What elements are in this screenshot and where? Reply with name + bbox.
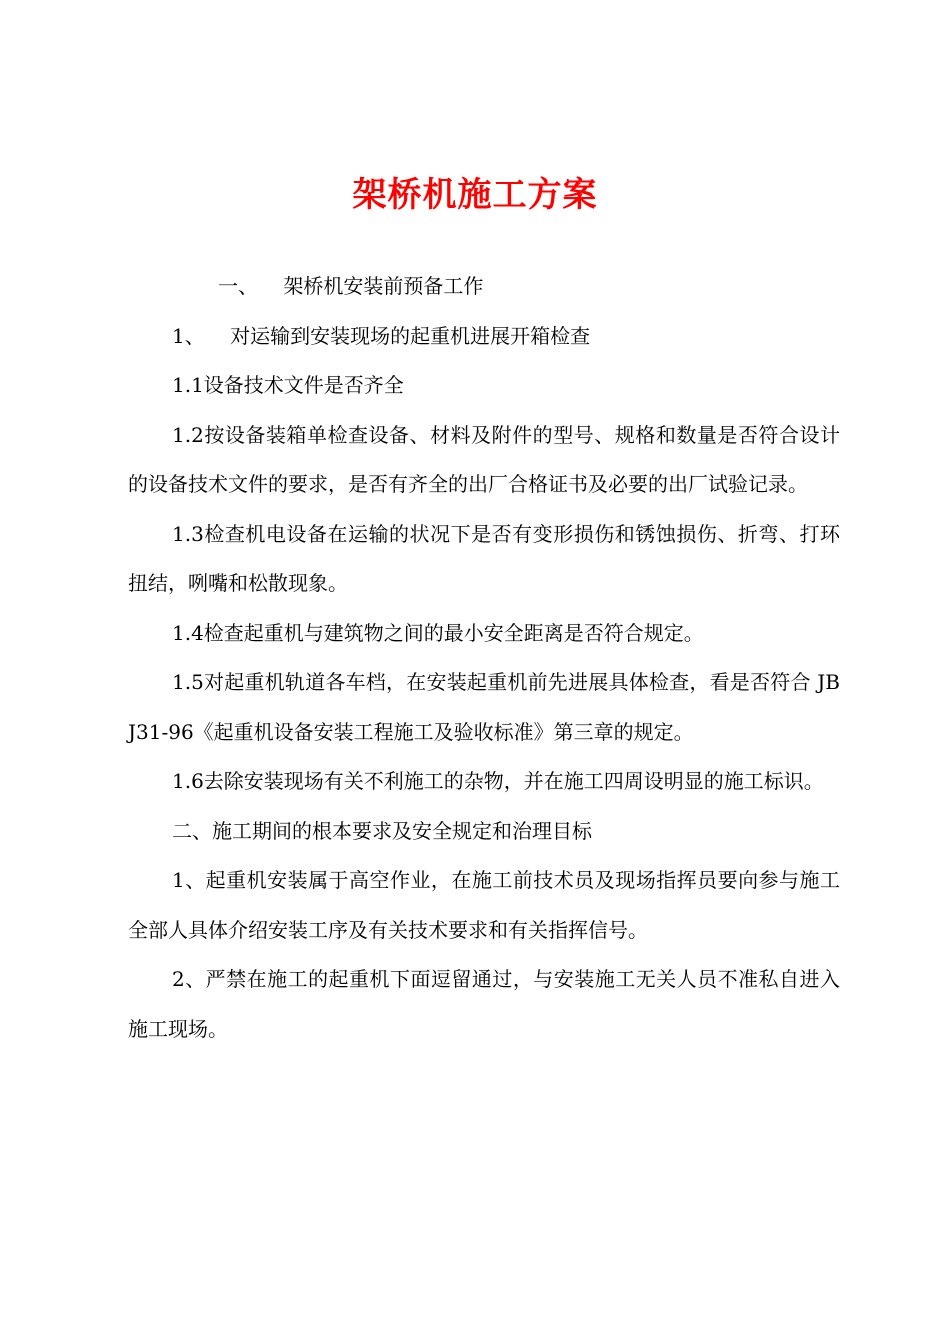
paragraph: 1.4检查起重机与建筑物之间的最小安全距离是否符合规定。 bbox=[172, 620, 704, 645]
paragraph: 1、起重机安装属于高空作业，在施工前技术员及现场指挥员要向参与施工全部人具体介绍安装工序及有关技术要求和有关指挥信号。 bbox=[128, 868, 840, 942]
paragraph: 1.3检查机电设备在运输的状况下是否有变形损伤和锈蚀损伤、折弯、打环扭结，咧嘴和松散现象。 bbox=[128, 521, 840, 595]
section-heading: 二、施工期间的根本要求及安全规定和治理目标 bbox=[172, 818, 592, 843]
paragraph: 1.1设备技术文件是否齐全 bbox=[172, 373, 404, 397]
paragraph: 1.2按设备装箱单检查设备、材料及附件的型号、规格和数量是否符合设计的设备技术文件的要求，是否有齐全的出厂合格证书及必要的出厂试验记录。 bbox=[128, 422, 840, 496]
paragraph: 2、严禁在施工的起重机下面逗留通过，与安装施工无关人员不准私自进入施工现场。 bbox=[128, 967, 840, 1041]
paragraph: 1.5对起重机轨道各车档，在安装起重机前先进展具体检查，看是否符合 JBJ31-96《起重机设备安装工程施工及验收标准》第三章的规定。 bbox=[128, 670, 840, 744]
document-title: 架桥机施工方案 bbox=[352, 175, 598, 215]
section-heading: 一、 架桥机安装前预备工作 bbox=[218, 274, 484, 298]
paragraph: 1.6去除安装现场有关不利施工的杂物，并在施工四周设明显的施工标识。 bbox=[172, 769, 824, 793]
subsection-heading: 1、 对运输到安装现场的起重机进展开箱检查 bbox=[172, 323, 591, 348]
document-body bbox=[128, 262, 840, 1054]
